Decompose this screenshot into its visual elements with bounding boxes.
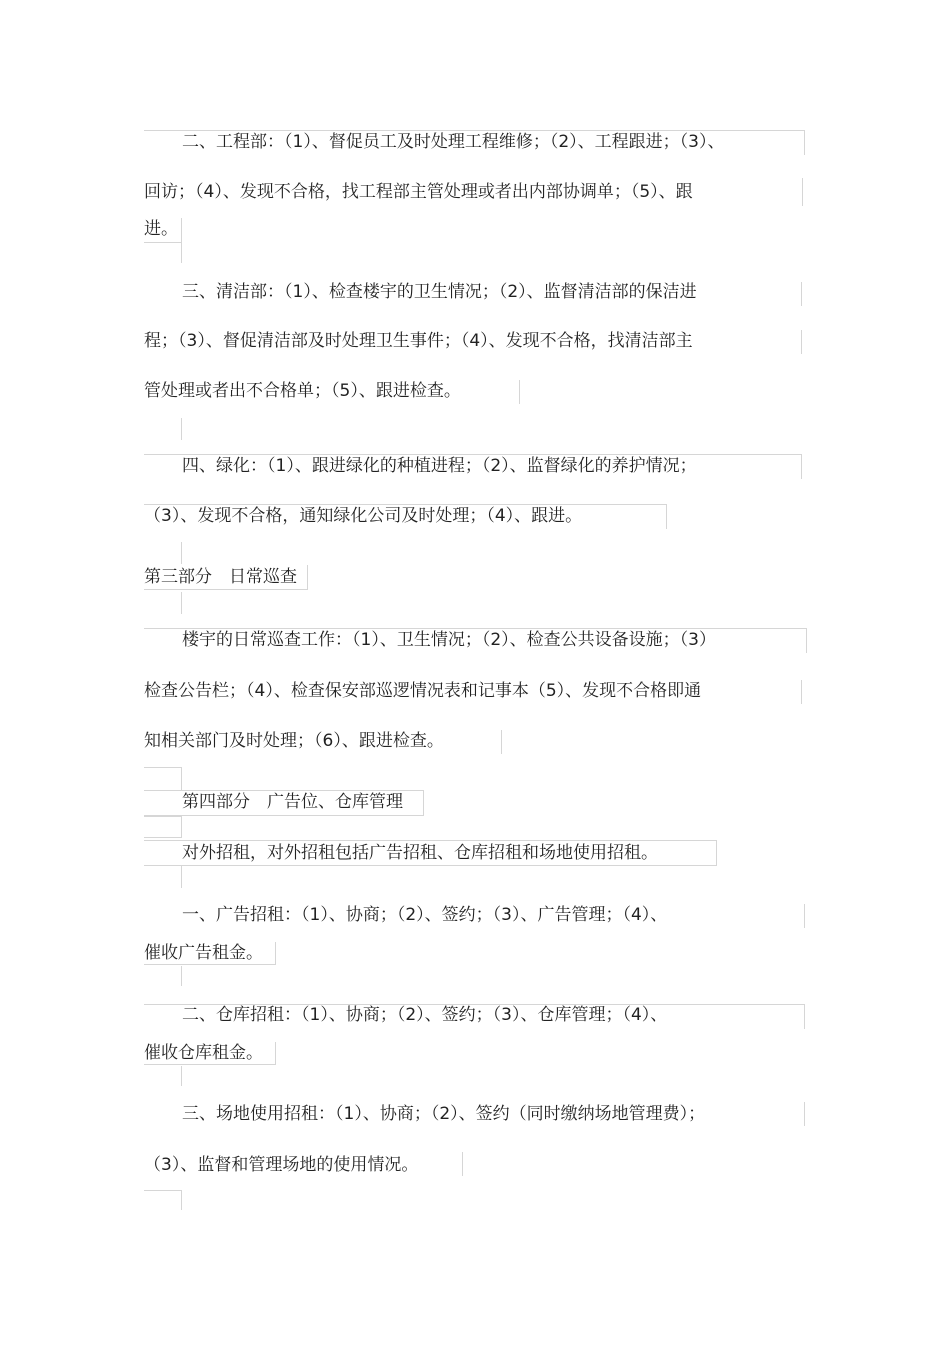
text-frame xyxy=(181,1190,182,1210)
text-frame xyxy=(181,418,182,440)
warehouse-leasing-line-1: 二、仓库招租：（1）、协商；（2）、签约；（3）、仓库管理；（4）、 xyxy=(182,1005,668,1025)
patrol-line-2: 检查公告栏；（4）、检查保安部巡逻情况表和记事本（5）、发现不合格即通 xyxy=(144,681,702,701)
greening-line-2: （3）、发现不合格，通知绿化公司及时处理；（4）、跟进。 xyxy=(144,506,583,526)
venue-leasing-line-1: 三、场地使用招租：（1）、协商；（2）、签约（同时缴纳场地管理费）； xyxy=(182,1104,706,1124)
section-heading: 第四部分 广告位、仓库管理 xyxy=(182,792,403,812)
warehouse-leasing-line-2: 催收仓库租金。 xyxy=(144,1043,263,1063)
engineering-line-2: 回访；（4）、发现不合格，找工程部主管处理或者出内部协调单；（5）、跟 xyxy=(144,182,693,202)
text-frame xyxy=(181,966,182,986)
greening-line-1: 四、绿化：（1）、跟进绿化的种植进程；（2）、监督绿化的养护情况； xyxy=(182,456,697,476)
text-frame xyxy=(181,592,182,614)
text-frame xyxy=(181,1066,182,1086)
ad-leasing-line-2: 催收广告租金。 xyxy=(144,943,263,963)
text-frame xyxy=(144,767,182,791)
patrol-line-1: 楼宇的日常巡查工作：（1）、卫生情况；（2）、检查公共设备设施；（3） xyxy=(182,630,716,650)
engineering-line-1: 二、工程部：（1）、督促员工及时处理工程维修；（2）、工程跟进；（3）、 xyxy=(182,132,725,152)
cleaning-line-3: 管处理或者出不合格单；（5）、跟进检查。 xyxy=(144,381,461,401)
text-frame xyxy=(181,866,182,888)
text-frame xyxy=(144,816,182,838)
text-frame xyxy=(181,243,182,263)
leasing-intro: 对外招租，对外招租包括广告招租、仓库招租和场地使用招租。 xyxy=(182,843,658,863)
patrol-line-3: 知相关部门及时处理；（6）、跟进检查。 xyxy=(144,731,444,751)
engineering-line-3: 进。 xyxy=(144,219,178,239)
text-frame xyxy=(181,542,182,564)
ad-leasing-line-1: 一、广告招租：（1）、协商；（2）、签约；（3）、广告管理；（4）、 xyxy=(182,905,668,925)
text-frame xyxy=(144,1190,181,1191)
cleaning-line-2: 程；（3）、督促清洁部及时处理卫生事件；（4）、发现不合格，找清洁部主 xyxy=(144,331,693,351)
cleaning-line-1: 三、清洁部：（1）、检查楼宇的卫生情况；（2）、监督清洁部的保洁进 xyxy=(182,282,697,302)
section-heading: 第三部分 日常巡查 xyxy=(144,567,297,587)
venue-leasing-line-2: （3）、监督和管理场地的使用情况。 xyxy=(144,1155,419,1175)
